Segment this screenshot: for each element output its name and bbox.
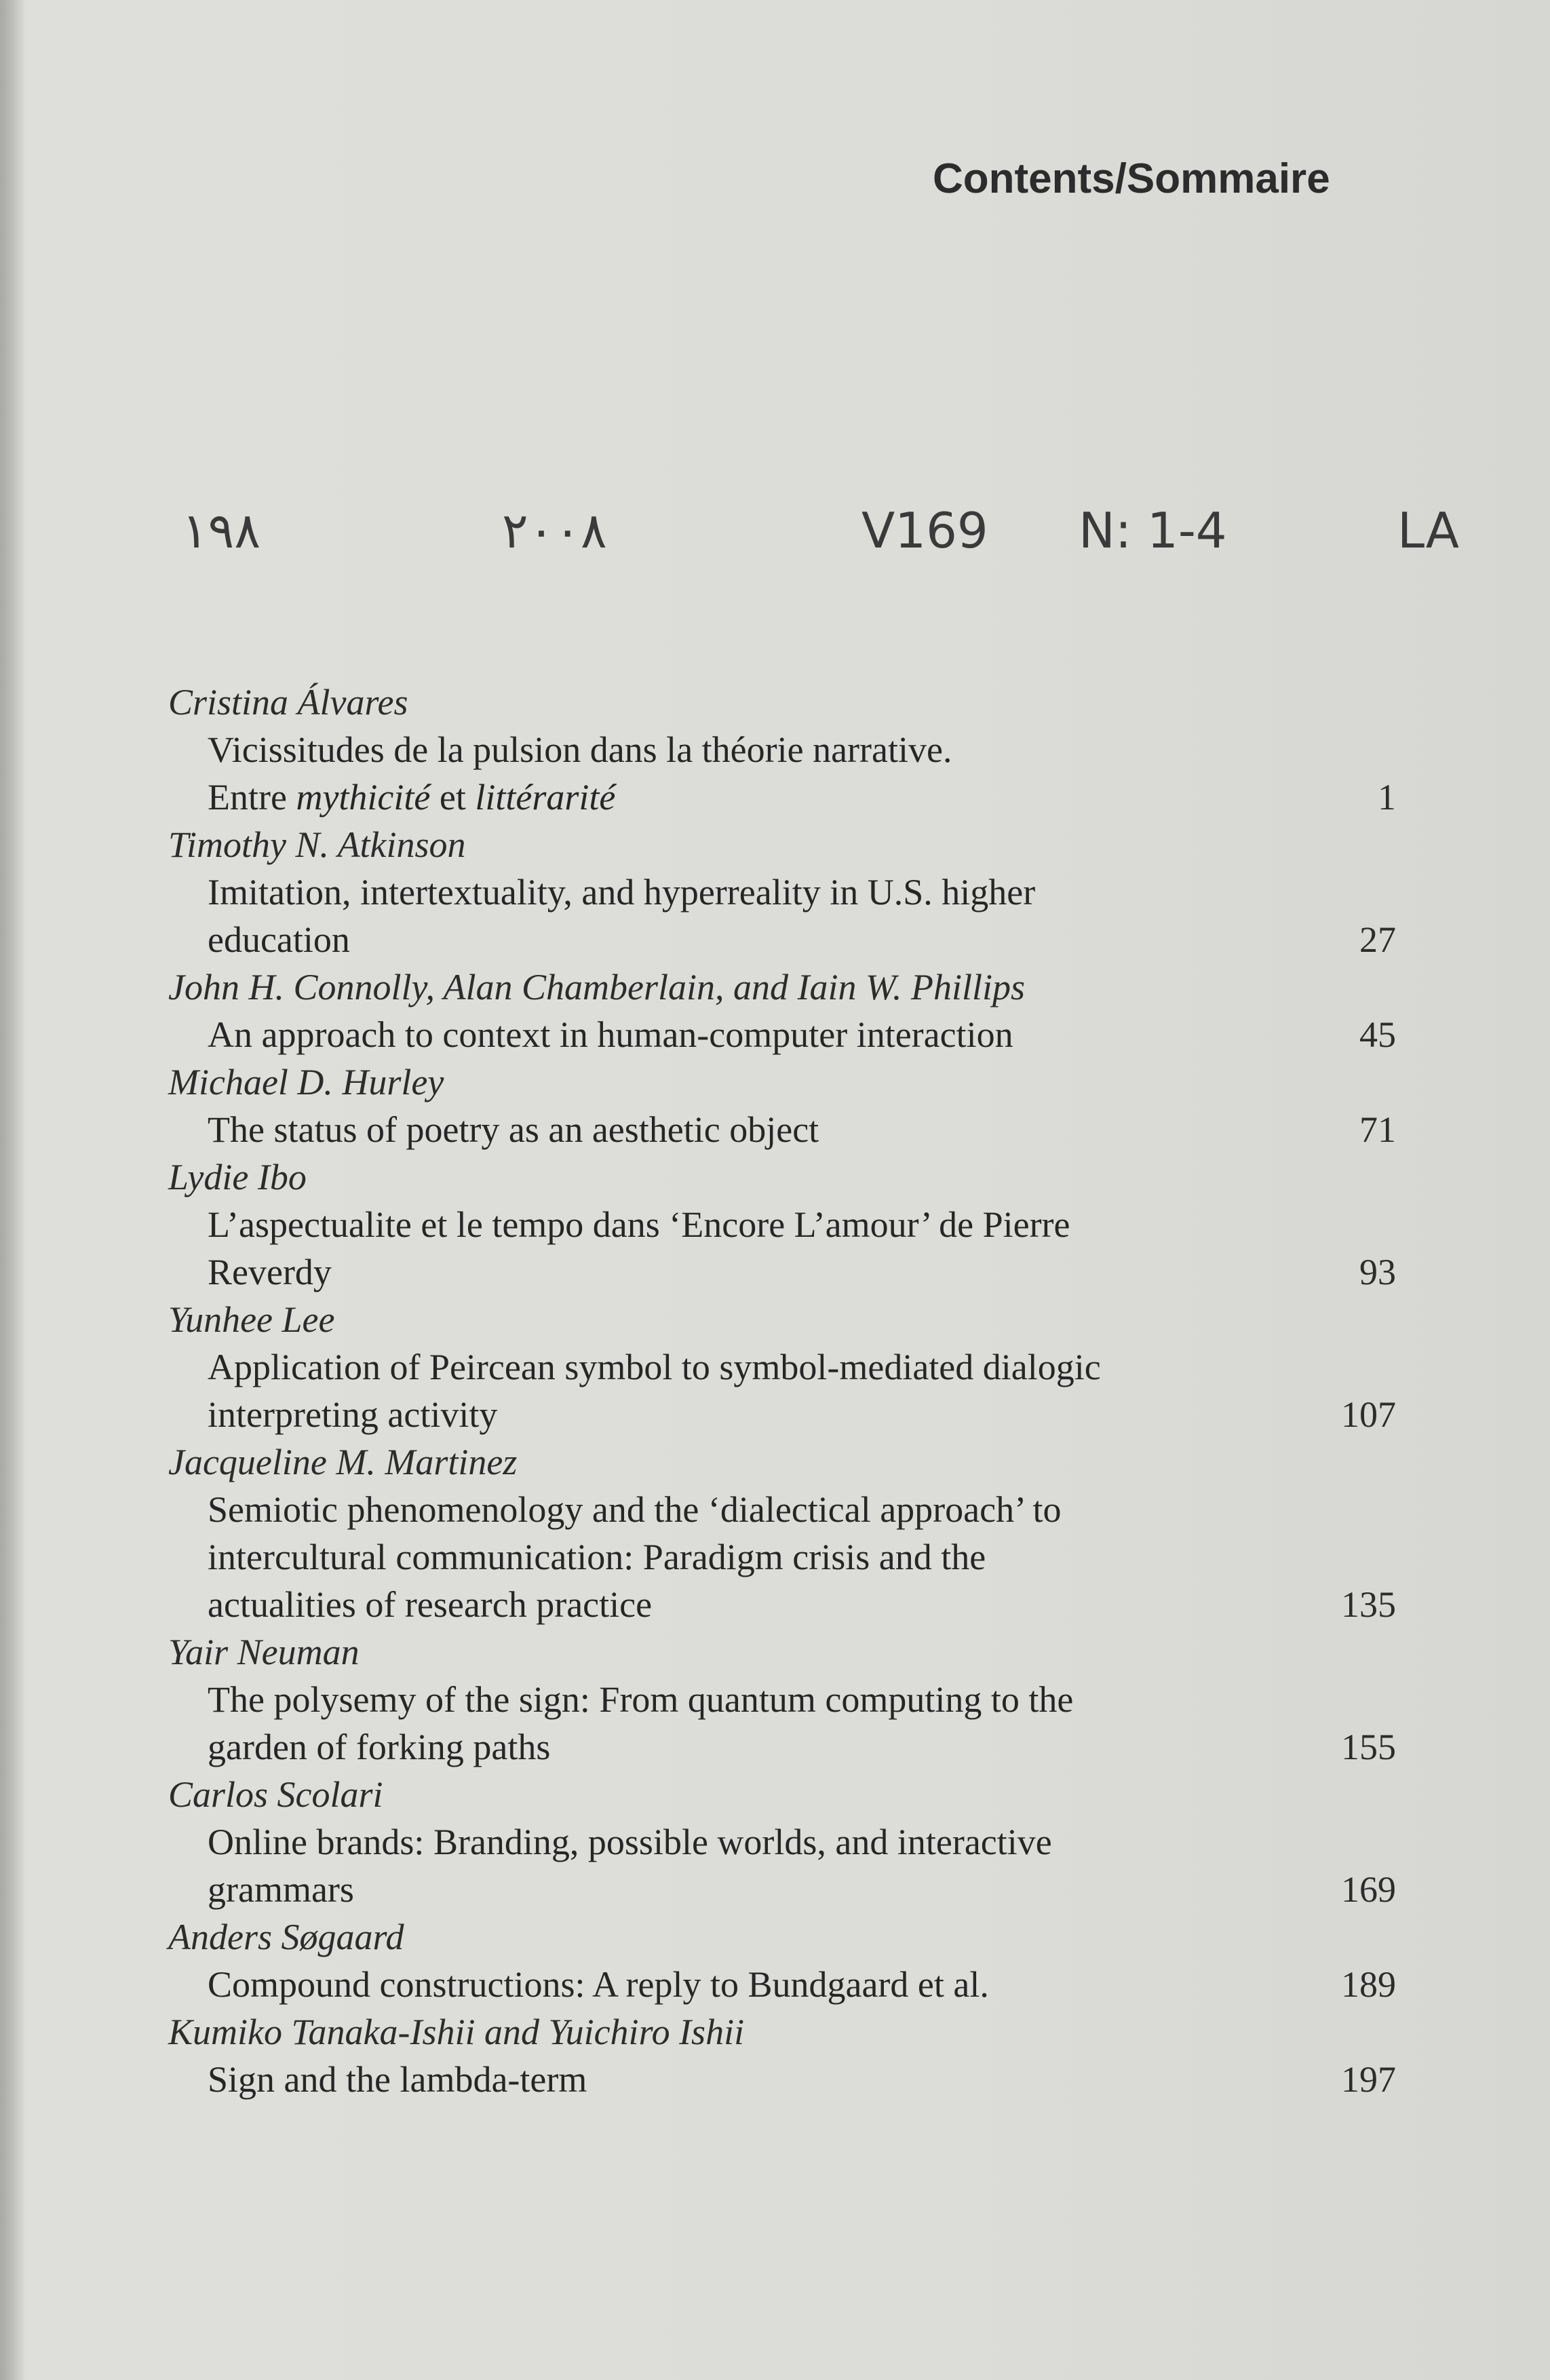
toc-title-line: An approach to context in human-computer interaction — [208, 1014, 1013, 1055]
toc-entry — [168, 1628, 1396, 1771]
toc-title-line: Entre mythicité et littérarité — [208, 777, 616, 818]
toc-title-line: Vicissitudes de la pulsion dans la théorie narrative. — [208, 729, 952, 770]
toc-author: Carlos Scolari — [168, 1774, 383, 1815]
toc-title — [168, 1106, 1396, 1153]
toc-page-number: 135 — [1341, 1584, 1396, 1625]
toc-page-number: 155 — [1341, 1727, 1396, 1767]
toc-entry — [168, 2008, 1396, 2103]
spine-shadow — [0, 0, 24, 2380]
toc-author: Yair Neuman — [168, 1632, 360, 1672]
toc-entry — [168, 1296, 1396, 1438]
toc-page-number: 107 — [1341, 1394, 1396, 1435]
toc-title-line: Application of Peircean symbol to symbol-mediated dialogic — [208, 1347, 1101, 1387]
toc-title — [168, 1486, 1396, 1628]
toc-title-line: Sign and the lambda-term — [208, 2059, 587, 2100]
toc-title — [168, 1201, 1396, 1296]
toc-author: Anders Søgaard — [168, 1917, 404, 1957]
toc-title — [168, 726, 1396, 821]
toc-author: Cristina Álvares — [168, 682, 408, 723]
toc-title-line: intercultural communication: Paradigm crisis and the — [208, 1537, 986, 1577]
handwritten-mark: N: 1-4 — [1079, 502, 1227, 559]
toc-page-number: 45 — [1359, 1014, 1396, 1055]
toc-author: Jacqueline M. Martinez — [168, 1442, 518, 1482]
toc-author: Michael D. Hurley — [168, 1062, 444, 1102]
toc-page-number: 169 — [1341, 1869, 1396, 1910]
toc-title-line: interpreting activity — [208, 1394, 498, 1435]
toc-entry — [168, 1771, 1396, 1913]
toc-page-number: 197 — [1341, 2059, 1396, 2100]
handwritten-mark: LA — [1397, 502, 1460, 559]
toc-title-line: Online brands: Branding, possible worlds, and interactive — [208, 1822, 1052, 1862]
toc-title — [168, 1818, 1396, 1913]
toc-entry — [168, 821, 1396, 963]
toc-author: John H. Connolly, Alan Chamberlain, and Iain W. Phillips — [168, 967, 1026, 1007]
toc-title-line: The polysemy of the sign: From quantum computing to the — [208, 1679, 1074, 1720]
table-of-contents — [168, 678, 1396, 2103]
toc-title — [168, 1676, 1396, 1771]
toc-title — [168, 1011, 1396, 1058]
toc-title — [168, 1961, 1396, 2008]
page-title: Contents/Sommaire — [933, 155, 1330, 202]
toc-title-line: Semiotic phenomenology and the ‘dialectical approach’ to — [208, 1489, 1062, 1530]
toc-title-line: Reverdy — [208, 1252, 332, 1292]
toc-entry — [168, 678, 1396, 821]
toc-author: Kumiko Tanaka-Ishii and Yuichiro Ishii — [168, 2012, 745, 2052]
handwritten-mark: V169 — [861, 502, 988, 559]
toc-author: Timothy N. Atkinson — [168, 824, 466, 865]
toc-title-line: grammars — [208, 1869, 354, 1910]
toc-page-number: 189 — [1341, 1964, 1396, 2005]
toc-author: Lydie Ibo — [168, 1157, 307, 1197]
toc-page-number: 1 — [1378, 777, 1396, 818]
toc-title-line: garden of forking paths — [208, 1727, 551, 1767]
toc-entry — [168, 1153, 1396, 1296]
toc-title-line: The status of poetry as an aesthetic object — [208, 1109, 819, 1150]
toc-title-line: Imitation, intertextuality, and hyperreality in U.S. higher — [208, 872, 1036, 913]
toc-title — [168, 2056, 1396, 2103]
toc-entry — [168, 1438, 1396, 1628]
toc-entry — [168, 1913, 1396, 2008]
toc-entry — [168, 963, 1396, 1058]
toc-entry — [168, 1058, 1396, 1153]
toc-page-number: 71 — [1359, 1109, 1396, 1150]
toc-page-number: 93 — [1359, 1252, 1396, 1292]
handwritten-mark: ٢٠٠٨ — [502, 502, 607, 559]
handwritten-annotations — [0, 502, 1550, 577]
toc-title — [168, 868, 1396, 963]
toc-title-line: L’aspectualite et le tempo dans ‘Encore L’amour’ de Pierre — [208, 1204, 1070, 1245]
toc-title — [168, 1343, 1396, 1438]
toc-title-line: education — [208, 919, 350, 960]
toc-title-line: Compound constructions: A reply to Bundgaard et al. — [208, 1964, 989, 2005]
toc-title-line: actualities of research practice — [208, 1584, 653, 1625]
handwritten-mark: ١٩٨ — [182, 502, 261, 559]
toc-author: Yunhee Lee — [168, 1299, 335, 1340]
toc-page-number: 27 — [1359, 919, 1396, 960]
